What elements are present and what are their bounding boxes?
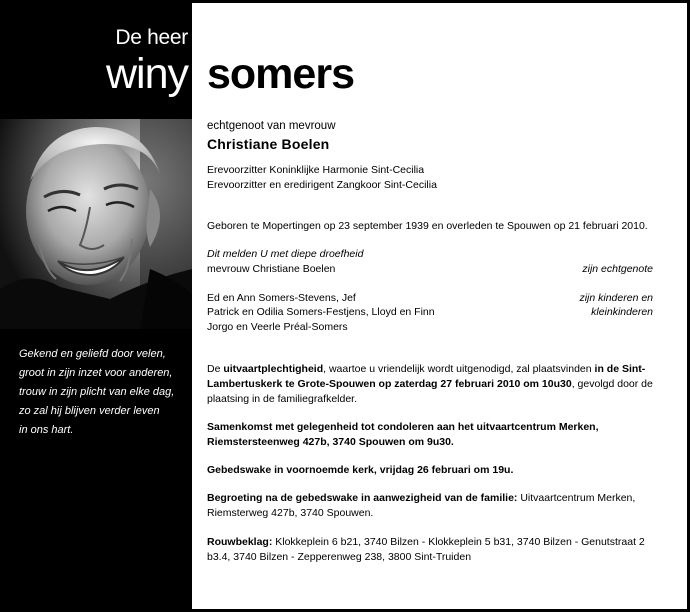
spouse-role: zijn echtgenote bbox=[582, 263, 653, 275]
quote-line: trouw in zijn plicht van elke dag, bbox=[19, 386, 175, 398]
funeral-bold: uitvaartplechtigheid bbox=[223, 363, 324, 375]
condolence-paragraph bbox=[207, 420, 657, 450]
condolence-text: Samenkomst met gelegenheid tot condoleren aan het uitvaartcentrum Merken, Riemstersteenweg 427b, 3740 Spouwen om 9u30. bbox=[207, 421, 599, 448]
funeral-bold: in de Sint-Lambertuskerk te Grote-Spouwen op zaterdag 27 februari 2010 om 10u30 bbox=[207, 363, 646, 390]
last-name: somers bbox=[207, 50, 354, 98]
wake-text: Gebedswake in voornoemde kerk, vrijdag 26 februari om 19u. bbox=[207, 464, 514, 476]
children-line: Jorgo en Veerle Préal-Somers bbox=[207, 321, 348, 333]
memorial-quote bbox=[19, 345, 189, 440]
quote-line: in ons hart. bbox=[19, 424, 74, 436]
children-line: Patrick en Odilia Somers-Festjens, Lloyd en Finn bbox=[207, 306, 435, 318]
quote-line: groot in zijn inzet voor anderen, bbox=[19, 367, 173, 379]
funeral-text: De bbox=[207, 363, 224, 375]
children-role: zijn kinderen en bbox=[579, 292, 653, 304]
children-line: Ed en Ann Somers-Stevens, Jef bbox=[207, 292, 356, 304]
greeting-paragraph bbox=[207, 491, 657, 521]
portrait-photo bbox=[0, 119, 192, 329]
title-line: Erevoorzitter en eredirigent Zangkoor Sint-Cecilia bbox=[207, 179, 437, 191]
announcement-intro: Dit melden U met diepe droefheid bbox=[207, 248, 364, 260]
spouse-name: Christiane Boelen bbox=[207, 136, 330, 152]
birth-death: Geboren te Mopertingen op 23 september 1939 en overleden te Spouwen op 21 februari 2010. bbox=[207, 220, 648, 232]
name-prefix: De heer bbox=[115, 26, 188, 49]
quote-line: Gekend en geliefd door velen, bbox=[19, 348, 166, 360]
funeral-text: , waartoe u vriendelijk wordt uitgenodigd, zal plaatsvinden bbox=[323, 363, 595, 375]
mourning-paragraph bbox=[207, 535, 657, 565]
greeting-text: Uitvaartcentrum Merken, Riemsterweg 427b, 3740 Spouwen. bbox=[207, 492, 636, 519]
spouse-intro: echtgenoot van mevrouw bbox=[207, 120, 336, 132]
title-line: Erevoorzitter Koninklijke Harmonie Sint-Cecilia bbox=[207, 164, 425, 176]
funeral-paragraph bbox=[207, 362, 657, 407]
quote-line: zo zal hij blijven verder leven bbox=[19, 405, 160, 417]
wake-paragraph bbox=[207, 463, 657, 478]
children-role: kleinkinderen bbox=[591, 306, 653, 318]
mourning-bold: Rouwbeklag: bbox=[207, 536, 273, 548]
funeral-text: , gevolgd door de plaatsing in de familiegrafkelder. bbox=[207, 378, 653, 405]
mourning-text: Klokkeplein 6 b21, 3740 Bilzen - Klokkeplein 5 b31, 3740 Bilzen - Genutstraat 2 b3.4, 3740 Bilzen - Zepperenweg 238, 3800 Sint-Truiden bbox=[207, 536, 645, 563]
spouse-line: mevrouw Christiane Boelen bbox=[207, 263, 336, 275]
first-name: winy bbox=[105, 50, 188, 98]
greeting-bold: Begroeting na de gebedswake in aanwezigheid van de familie: bbox=[207, 492, 518, 504]
